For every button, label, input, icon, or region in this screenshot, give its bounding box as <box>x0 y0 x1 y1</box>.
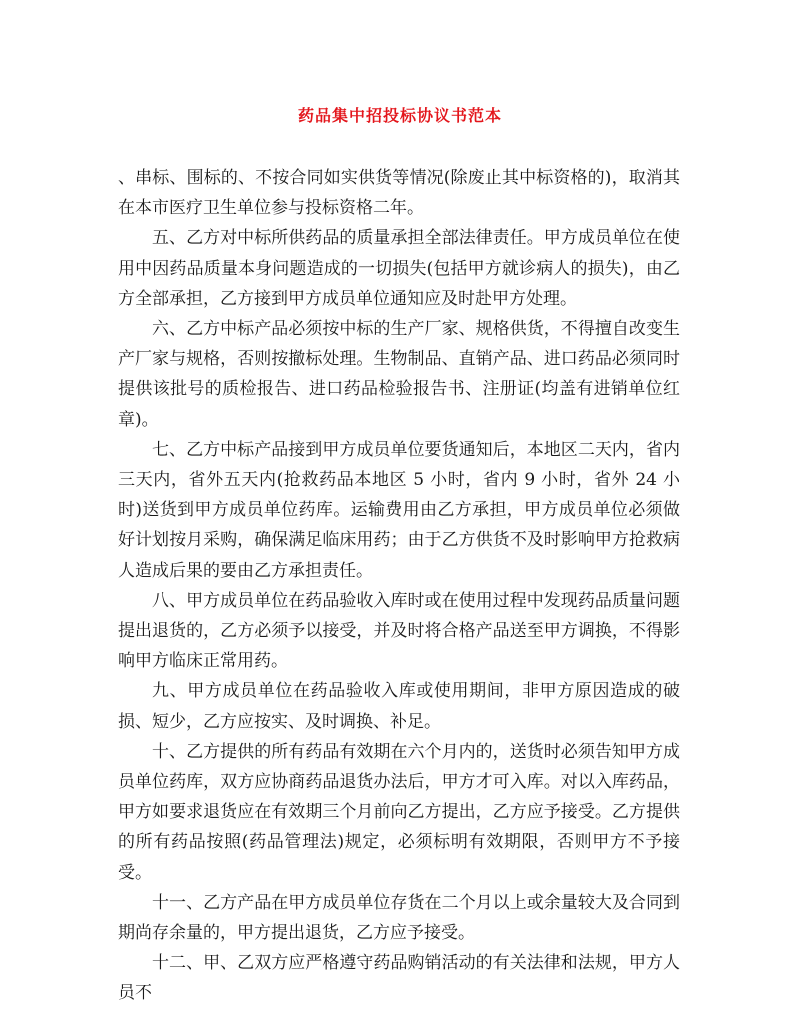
paragraph-continuation: 、串标、围标的、不按合同如实供货等情况(除废止其中标资格的)，取消其在本市医疗卫生单位参与投标资格二年。 <box>118 168 680 219</box>
paragraph-clause-8: 八、甲方成员单位在药品验收入库时或在使用过程中发现药品质量问题提出退货的，乙方必须予以接受，并及时将合格产品送至甲方调换，不得影响甲方临床正常用药。 <box>118 590 680 672</box>
document-body <box>118 163 680 1009</box>
paragraph-clause-6: 六、乙方中标产品必须按中标的生产厂家、规格供货，不得擅自改变生产厂家与规格，否则按撤标处理。生物制品、直销产品、进口药品必须同时提供该批号的质检报告、进口药品检验报告书、注册证(均盖有进销单位红章)。 <box>118 319 680 430</box>
document-title: 药品集中招投标协议书范本 <box>297 106 502 125</box>
paragraph-clause-11: 十一、乙方产品在甲方成员单位存货在二个月以上或余量较大及合同到期尚存余量的，甲方提出退货，乙方应予接受。 <box>118 892 680 944</box>
paragraph-clause-7: 七、乙方中标产品接到甲方成员单位要货通知后，本地区二天内，省内三天内，省外五天内(抢救药品本地区 5 小时，省内 9 小时，省外 24 小时)送货到甲方成员单位药库。运输费用由乙方承担，甲方成员单位必须做好计划按月采购，确保满足临床用药；由于乙方供货不及时影响甲方抢救病人造成后果的要由乙方承担责任。 <box>118 439 680 581</box>
paragraph-clause-5: 五、乙方对中标所供药品的质量承担全部法律责任。甲方成员单位在使用中因药品质量本身问题造成的一切损失(包括甲方就诊病人的损失)，由乙方全部承担，乙方接到甲方成员单位通知应及时赴甲方处理。 <box>118 228 680 309</box>
paragraph-clause-10: 十、乙方提供的所有药品有效期在六个月内的，送货时必须告知甲方成员单位药库，双方应协商药品退货办法后，甲方才可入库。对以入库药品，甲方如要求退货应在有效期三个月前向乙方提出，乙方应予接受。乙方提供的所有药品按照(药品管理法)规定，必须标明有效期限，否则甲方不予接受。 <box>118 741 680 883</box>
paragraph-clause-12: 十二、甲、乙双方应严格遵守药品购销活动的有关法律和法规，甲方人员不 <box>118 953 680 1004</box>
paragraph-clause-9: 九、甲方成员单位在药品验收入库或使用期间，非甲方原因造成的破损、短少，乙方应按实、及时调换、补足。 <box>118 681 680 732</box>
